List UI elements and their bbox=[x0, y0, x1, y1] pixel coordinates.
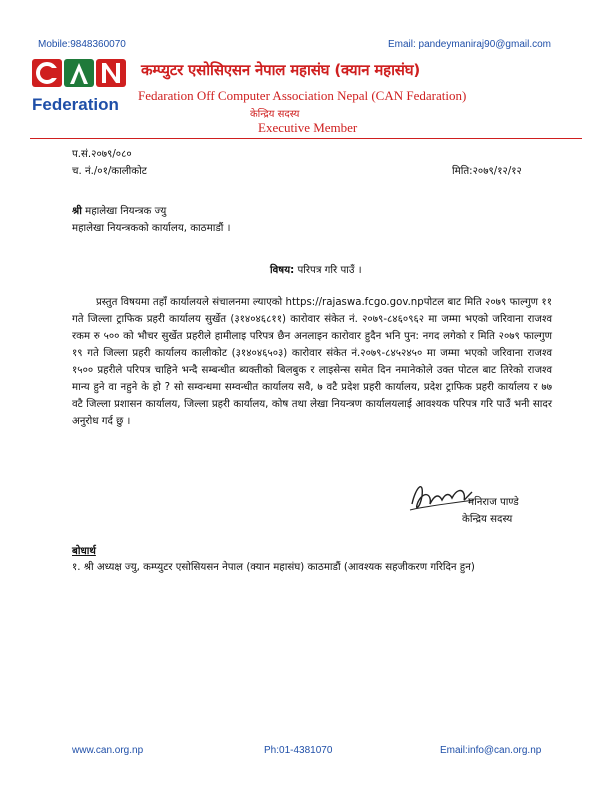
addressee-block bbox=[72, 203, 166, 217]
logo-federation-text: Federation bbox=[32, 95, 119, 114]
header-email[interactable]: Email: pandeymaniraj90@gmail.com bbox=[388, 39, 551, 50]
addressee-name: महालेखा नियन्त्रक ज्यु bbox=[85, 206, 167, 217]
cc-item: १. श्री अध्यक्ष ज्यु, कम्प्युटर एसोसियसन नेपाल (क्यान महासंघ) काठमाडौं (आवश्यक सहजीकरण गरिदिन हुन) bbox=[72, 562, 475, 573]
subject-text: परिपत्र गरि पाउँ । bbox=[297, 265, 362, 276]
org-name-english: Fedaration Off Computer Association Nepal (CAN Fedaration) bbox=[138, 88, 467, 103]
footer-phone: Ph:01-4381070 bbox=[264, 745, 333, 756]
can-logo-graphic bbox=[30, 58, 130, 114]
signatory-name: मनिराज पाण्डे bbox=[468, 497, 519, 508]
letter-body: प्रस्तुत विषयमा तहाँ कार्यालयले संचालनमा ल्याएको https://rajaswa.fcgo.gov.npपोटल बाट मिति २०७९ फाल्गुण ११ गते जिल्ला ट्राफिक प्रहरी कार्यालय सुर्खेत (३१४०४६८११) कारोवार संकेत नं. २०७९-८४६०९६२ मा जम्मा भएको जरिवाना राजश्व रकम रु ५०० को भौचर सुर्खेत प्रहरीले हामीलाइ परिपत्र छैन अनलाइन कारोवार हुदैन भनि पुन: नगद लगेको र मिति २०७९ फाल्गुण १९ गते जिल्ला प्रहरी कार्यालय कालीकोट (३१४०४६५०३) कारोवार संकेत नं.२०७९-८४५२४५० मा जम्मा भएको जरिवाना राजश्व १५०० प्रहरीले परिपत्र चाहिने भन्दै सम्बन्धीत ब्यक्तीको बिलबुक र लाइसेन्स समेत दिन नमानेकोले उक्त पोटल बाट तिरेको राजश्व मान्य हुने वा नहुने के हो ? सो सम्वन्धमा सम्वन्धीत कार्यालय सवै, ७ वटै प्रदेश प्रहरी कार्यालय, प्रदेश ट्राफिक प्रहरी कार्यालय र ७७ वटै जिल्ला प्रशासन कार्यालय, जिल्ला प्रहरी कार्यालय, कोष तथा लेखा नियन्त्रण कार्यालयलाई आवश्यक परिपत्र गरि पाउँ भनी सादर अनुरोध गर्द छु । bbox=[72, 297, 552, 427]
signatory-title: केन्द्रिय सदस्य bbox=[462, 514, 513, 525]
footer-email[interactable]: Email:info@can.org.np bbox=[440, 745, 542, 756]
mobile-number: Mobile:9848360070 bbox=[38, 39, 126, 50]
cc-heading: बोधार्थ bbox=[72, 546, 96, 557]
addressee-title: श्री bbox=[72, 206, 82, 217]
subject-label: विषय: bbox=[270, 265, 295, 276]
org-name-nepali: कम्प्युटर एसोसिएसन नेपाल महासंघ (क्यान महासंघ) bbox=[141, 61, 421, 79]
letter-date: मिति:२०७९/१२/१२ bbox=[452, 166, 522, 177]
reference-number: प.सं.२०७९/०८० bbox=[72, 149, 132, 160]
can-federation-logo bbox=[30, 58, 130, 114]
footer-website[interactable]: www.can.org.np bbox=[72, 745, 144, 756]
addressee-office: महालेखा नियन्त्रकको कार्यालय, काठमाडौं । bbox=[72, 223, 231, 234]
dispatch-number: च. नं./०१/कालीकोट bbox=[72, 166, 147, 177]
subject-line bbox=[270, 262, 362, 276]
member-nepali: केन्द्रिय सदस्य bbox=[250, 109, 300, 120]
member-english: Executive Member bbox=[258, 120, 358, 135]
header-divider bbox=[30, 138, 582, 139]
